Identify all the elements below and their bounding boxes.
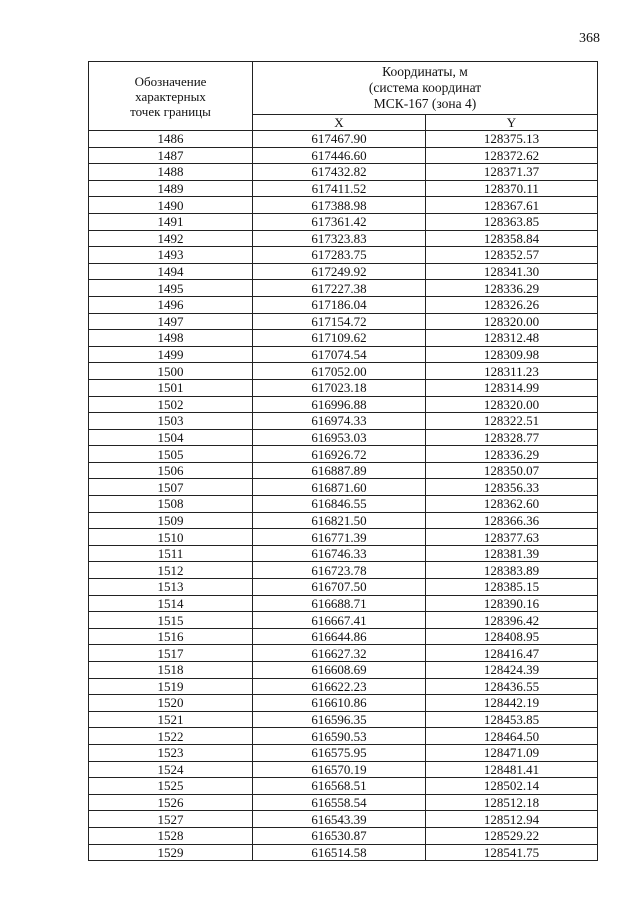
x-coordinate-cell: 616530.87	[253, 827, 426, 844]
point-id-cell: 1518	[89, 662, 253, 679]
y-coordinate-cell: 128453.85	[426, 711, 598, 728]
point-id-cell: 1510	[89, 529, 253, 546]
table-row	[89, 612, 598, 629]
x-coordinate-cell: 616590.53	[253, 728, 426, 745]
y-coordinate-cell: 128464.50	[426, 728, 598, 745]
point-id-cell: 1524	[89, 761, 253, 778]
table-row	[89, 413, 598, 430]
point-id-cell: 1500	[89, 363, 253, 380]
x-coordinate-cell: 616644.86	[253, 628, 426, 645]
table-row	[89, 180, 598, 197]
table-row	[89, 678, 598, 695]
x-coordinate-cell: 616846.55	[253, 496, 426, 513]
table-row	[89, 147, 598, 164]
point-id-cell: 1493	[89, 247, 253, 264]
x-column-header: X	[253, 115, 426, 131]
point-id-cell: 1522	[89, 728, 253, 745]
x-coordinate-cell: 616667.41	[253, 612, 426, 629]
x-coordinate-cell: 617361.42	[253, 213, 426, 230]
y-coordinate-cell: 128372.62	[426, 147, 598, 164]
y-coordinate-cell: 128424.39	[426, 662, 598, 679]
coord-header-line: Координаты, м	[382, 64, 468, 79]
coordinates-table	[88, 61, 598, 861]
table-row	[89, 197, 598, 214]
point-id-cell: 1496	[89, 296, 253, 313]
table-row	[89, 728, 598, 745]
x-coordinate-cell: 616996.88	[253, 396, 426, 413]
point-id-cell: 1508	[89, 496, 253, 513]
y-coordinate-cell: 128358.84	[426, 230, 598, 247]
point-id-cell: 1497	[89, 313, 253, 330]
table-row	[89, 379, 598, 396]
x-coordinate-cell: 617323.83	[253, 230, 426, 247]
x-coordinate-cell: 616723.78	[253, 562, 426, 579]
x-coordinate-cell: 616608.69	[253, 662, 426, 679]
y-coordinate-cell: 128336.29	[426, 446, 598, 463]
point-id-cell: 1501	[89, 379, 253, 396]
table-row	[89, 247, 598, 264]
x-coordinate-cell: 617446.60	[253, 147, 426, 164]
table-body	[89, 131, 598, 861]
x-coordinate-cell: 617109.62	[253, 330, 426, 347]
x-coordinate-cell: 616622.23	[253, 678, 426, 695]
x-coordinate-cell: 616570.19	[253, 761, 426, 778]
point-id-cell: 1520	[89, 695, 253, 712]
table-row	[89, 363, 598, 380]
table-row	[89, 263, 598, 280]
y-coordinate-cell: 128350.07	[426, 462, 598, 479]
table-row	[89, 479, 598, 496]
x-coordinate-cell: 616575.95	[253, 744, 426, 761]
point-id-cell: 1491	[89, 213, 253, 230]
point-id-cell: 1505	[89, 446, 253, 463]
x-coordinate-cell: 617467.90	[253, 131, 426, 148]
point-id-cell: 1507	[89, 479, 253, 496]
table-row	[89, 545, 598, 562]
y-coordinate-cell: 128381.39	[426, 545, 598, 562]
point-id-cell: 1526	[89, 794, 253, 811]
x-coordinate-cell: 617249.92	[253, 263, 426, 280]
table-row	[89, 164, 598, 181]
point-header-line: характерных	[135, 88, 206, 104]
y-coordinate-cell: 128471.09	[426, 744, 598, 761]
y-coordinate-cell: 128328.77	[426, 429, 598, 446]
point-id-cell: 1503	[89, 413, 253, 430]
point-id-cell: 1514	[89, 595, 253, 612]
y-coordinate-cell: 128320.00	[426, 313, 598, 330]
point-id-cell: 1525	[89, 778, 253, 795]
y-coordinate-cell: 128416.47	[426, 645, 598, 662]
table-row	[89, 496, 598, 513]
x-coordinate-cell: 616596.35	[253, 711, 426, 728]
point-id-cell: 1516	[89, 628, 253, 645]
x-coordinate-cell: 617227.38	[253, 280, 426, 297]
y-coordinate-cell: 128326.26	[426, 296, 598, 313]
table-row	[89, 280, 598, 297]
table-row	[89, 811, 598, 828]
table-row	[89, 645, 598, 662]
table-row	[89, 579, 598, 596]
y-coordinate-cell: 128408.95	[426, 628, 598, 645]
x-coordinate-cell: 616688.71	[253, 595, 426, 612]
point-id-cell: 1492	[89, 230, 253, 247]
table-row	[89, 595, 598, 612]
point-id-cell: 1528	[89, 827, 253, 844]
point-id-cell: 1486	[89, 131, 253, 148]
x-coordinate-cell: 617023.18	[253, 379, 426, 396]
y-coordinate-cell: 128481.41	[426, 761, 598, 778]
coordinates-header	[253, 62, 598, 115]
point-id-cell: 1495	[89, 280, 253, 297]
y-coordinate-cell: 128512.18	[426, 794, 598, 811]
point-id-cell: 1504	[89, 429, 253, 446]
x-coordinate-cell: 617388.98	[253, 197, 426, 214]
x-coordinate-cell: 616871.60	[253, 479, 426, 496]
x-coordinate-cell: 617283.75	[253, 247, 426, 264]
y-coordinate-cell: 128352.57	[426, 247, 598, 264]
table-row	[89, 662, 598, 679]
table-row	[89, 213, 598, 230]
table-row	[89, 628, 598, 645]
y-coordinate-cell: 128512.94	[426, 811, 598, 828]
x-coordinate-cell: 616974.33	[253, 413, 426, 430]
y-coordinate-cell: 128341.30	[426, 263, 598, 280]
coord-header-line: (система координат	[368, 80, 482, 95]
x-coordinate-cell: 616558.54	[253, 794, 426, 811]
table-row	[89, 462, 598, 479]
x-coordinate-cell: 616887.89	[253, 462, 426, 479]
y-coordinate-cell: 128385.15	[426, 579, 598, 596]
x-coordinate-cell: 616627.32	[253, 645, 426, 662]
y-coordinate-cell: 128312.48	[426, 330, 598, 347]
y-coordinate-cell: 128311.23	[426, 363, 598, 380]
point-id-cell: 1487	[89, 147, 253, 164]
point-column-header	[89, 62, 253, 131]
y-coordinate-cell: 128390.16	[426, 595, 598, 612]
point-id-cell: 1521	[89, 711, 253, 728]
x-coordinate-cell: 616926.72	[253, 446, 426, 463]
x-coordinate-cell: 617432.82	[253, 164, 426, 181]
y-coordinate-cell: 128314.99	[426, 379, 598, 396]
x-coordinate-cell: 617052.00	[253, 363, 426, 380]
point-id-cell: 1498	[89, 330, 253, 347]
y-coordinate-cell: 128383.89	[426, 562, 598, 579]
table-row	[89, 711, 598, 728]
table-row	[89, 313, 598, 330]
table-row	[89, 562, 598, 579]
y-coordinate-cell: 128309.98	[426, 346, 598, 363]
table-row	[89, 346, 598, 363]
point-id-cell: 1502	[89, 396, 253, 413]
point-id-cell: 1519	[89, 678, 253, 695]
y-coordinate-cell: 128362.60	[426, 496, 598, 513]
y-coordinate-cell: 128367.61	[426, 197, 598, 214]
x-coordinate-cell: 616568.51	[253, 778, 426, 795]
table-row	[89, 761, 598, 778]
point-id-cell: 1499	[89, 346, 253, 363]
x-coordinate-cell: 616707.50	[253, 579, 426, 596]
table-row	[89, 512, 598, 529]
table-row	[89, 131, 598, 148]
table-row	[89, 744, 598, 761]
x-coordinate-cell: 616514.58	[253, 844, 426, 861]
y-coordinate-cell: 128356.33	[426, 479, 598, 496]
table-row	[89, 844, 598, 861]
point-id-cell: 1494	[89, 263, 253, 280]
y-coordinate-cell: 128363.85	[426, 213, 598, 230]
y-coordinate-cell: 128371.37	[426, 164, 598, 181]
x-coordinate-cell: 616771.39	[253, 529, 426, 546]
y-coordinate-cell: 128541.75	[426, 844, 598, 861]
y-coordinate-cell: 128529.22	[426, 827, 598, 844]
table-row	[89, 778, 598, 795]
point-id-cell: 1529	[89, 844, 253, 861]
point-id-cell: 1515	[89, 612, 253, 629]
y-coordinate-cell: 128502.14	[426, 778, 598, 795]
table-row	[89, 794, 598, 811]
table-row	[89, 827, 598, 844]
table-row	[89, 230, 598, 247]
table-row	[89, 695, 598, 712]
y-coordinate-cell: 128322.51	[426, 413, 598, 430]
table-row	[89, 396, 598, 413]
table-row	[89, 296, 598, 313]
y-coordinate-cell: 128375.13	[426, 131, 598, 148]
point-id-cell: 1523	[89, 744, 253, 761]
point-header-line: Обозначение	[134, 73, 207, 89]
y-column-header: Y	[426, 115, 598, 131]
point-id-cell: 1513	[89, 579, 253, 596]
page-number: 368	[579, 31, 600, 46]
point-id-cell: 1512	[89, 562, 253, 579]
point-id-cell: 1489	[89, 180, 253, 197]
x-coordinate-cell: 616543.39	[253, 811, 426, 828]
y-coordinate-cell: 128396.42	[426, 612, 598, 629]
point-id-cell: 1509	[89, 512, 253, 529]
table-row	[89, 529, 598, 546]
y-coordinate-cell: 128336.29	[426, 280, 598, 297]
point-id-cell: 1488	[89, 164, 253, 181]
point-header-line: точек границы	[130, 103, 211, 119]
x-coordinate-cell: 616953.03	[253, 429, 426, 446]
table-row	[89, 330, 598, 347]
point-id-cell: 1511	[89, 545, 253, 562]
x-coordinate-cell: 616821.50	[253, 512, 426, 529]
y-coordinate-cell: 128442.19	[426, 695, 598, 712]
y-coordinate-cell: 128377.63	[426, 529, 598, 546]
x-coordinate-cell: 616746.33	[253, 545, 426, 562]
table-row	[89, 429, 598, 446]
point-id-cell: 1517	[89, 645, 253, 662]
point-id-cell: 1527	[89, 811, 253, 828]
y-coordinate-cell: 128370.11	[426, 180, 598, 197]
table-row	[89, 446, 598, 463]
y-coordinate-cell: 128366.36	[426, 512, 598, 529]
coord-header-line: МСК-167 (зона 4)	[373, 96, 477, 111]
x-coordinate-cell: 617074.54	[253, 346, 426, 363]
x-coordinate-cell: 617154.72	[253, 313, 426, 330]
y-coordinate-cell: 128436.55	[426, 678, 598, 695]
x-coordinate-cell: 617411.52	[253, 180, 426, 197]
y-coordinate-cell: 128320.00	[426, 396, 598, 413]
x-coordinate-cell: 616610.86	[253, 695, 426, 712]
x-coordinate-cell: 617186.04	[253, 296, 426, 313]
point-id-cell: 1506	[89, 462, 253, 479]
point-id-cell: 1490	[89, 197, 253, 214]
